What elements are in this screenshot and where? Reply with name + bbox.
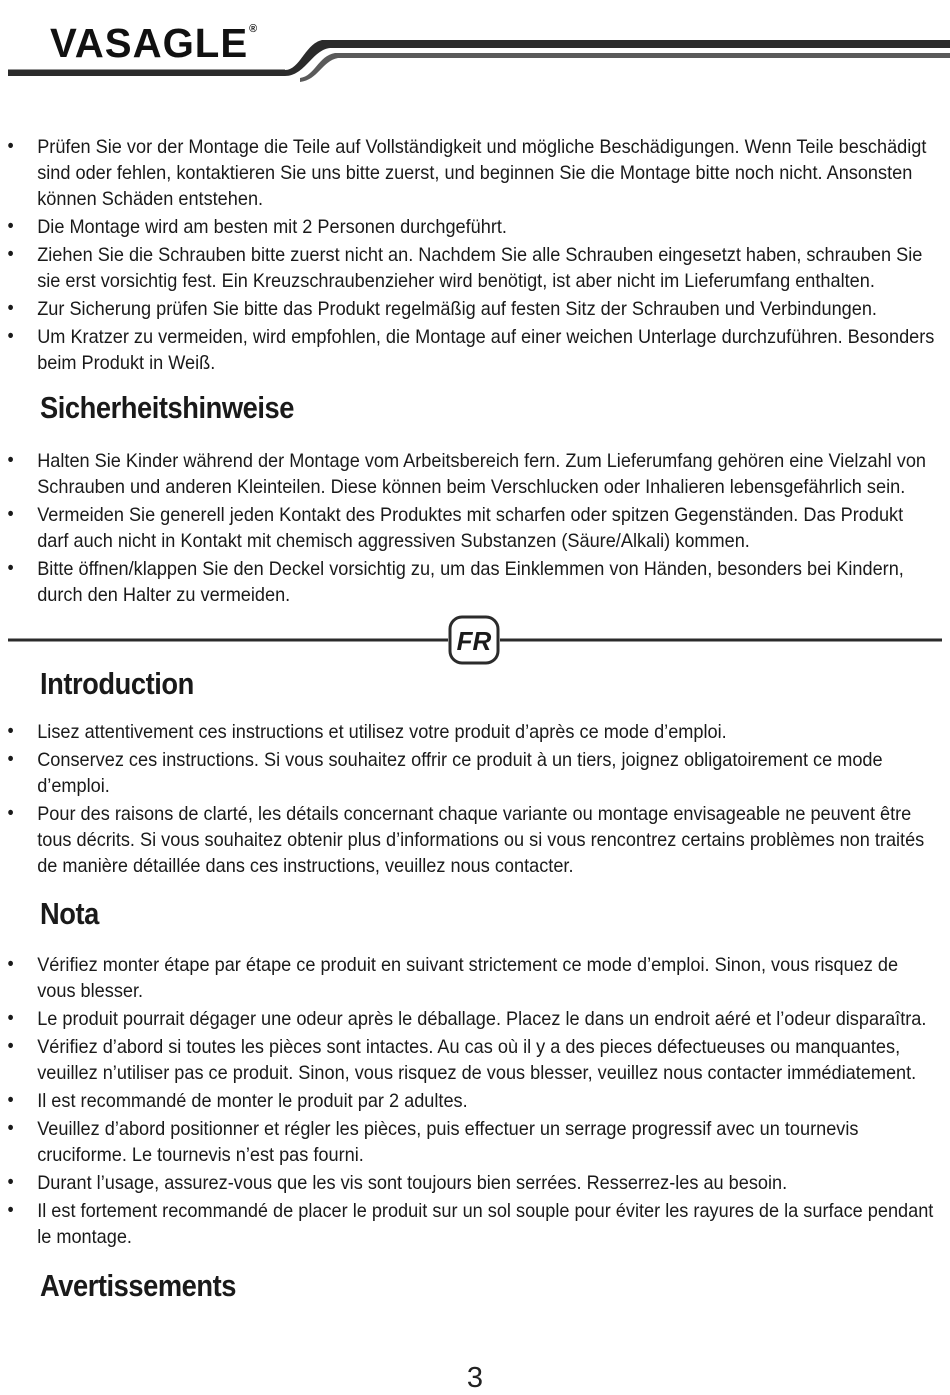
list-item: • Halten Sie Kinder während der Montage vom Arbeitsbereich fern. Zum Lieferumfang gehören eine Vielzahl von Schrauben und anderen Kleinteilen. Diese können beim Verschlucken oder Inhalieren lebensgefährlich sein. [7, 450, 927, 498]
language-badge: FR [456, 626, 492, 656]
list-item: • Vérifiez monter étape par étape ce produit en suivant strictement ce mode d’emploi. Sinon, vous risquez de vous blesser. [7, 954, 899, 1002]
list-item: • Zur Sicherung prüfen Sie bitte das Produkt regelmäßig auf festen Sitz der Schrauben und Verbindungen. [7, 298, 877, 320]
safety-heading: Sicherheitshinweise [40, 390, 294, 425]
list-item: • Bitte öffnen/klappen Sie den Deckel vorsichtig zu, um das Einklemmen von Händen, besonders bei Kindern, durch den Halter zu vermeiden. [7, 558, 904, 606]
list-item: • Prüfen Sie vor der Montage die Teile auf Vollständigkeit und mögliche Beschädigungen. Wenn Teile beschädigt sind oder fehlen, kontaktieren Sie uns bitte zuerst, und beginnen Sie die Montage bitte noch nicht. Ansonsten können Schäden entstehen. [7, 136, 927, 210]
list-item: • Il est fortement recommandé de placer le produit sur un sol souple pour éviter les rayures de la surface pendant le montage. [7, 1200, 934, 1248]
list-item: • Vermeiden Sie generell jeden Kontakt des Produktes mit scharfen oder spitzen Gegenständen. Das Produkt darf auch nicht in Kontakt mit chemisch aggressiven Substanzen (Säure/Alkali) kommen. [7, 504, 904, 552]
nota-list [0, 952, 950, 1252]
nota-heading: Nota [40, 896, 99, 931]
avertissements-heading: Avertissements [40, 1268, 237, 1303]
list-item: • Veuillez d’abord positionner et régler les pièces, puis effectuer un serrage progressif avec un tournevis cruciforme. Le tournevis n’est pas fourni. [7, 1118, 859, 1166]
list-item: • Pour des raisons de clarté, les détails concernant chaque variante ou montage envisageable ne peuvent être tous décrits. Si vous souhaitez obtenir plus d’informations ou si vous rencontrez certains problèmes non traités de manière détaillée dans ces instructions, veuillez nous contacter. [7, 803, 925, 877]
list-item: • Lisez attentivement ces instructions et utilisez votre produit d’après ce mode d’emploi. [7, 721, 727, 743]
list-item: • Durant l’usage, assurez-vous que les vis sont toujours bien serrées. Resserrez-les au besoin. [7, 1172, 788, 1194]
list-item: • Conservez ces instructions. Si vous souhaitez offrir ce produit à un tiers, joignez obligatoirement ce mode d’emploi. [7, 749, 883, 797]
german-assembly-list [0, 134, 950, 378]
language-divider [0, 612, 950, 672]
list-item: • Die Montage wird am besten mit 2 Personen durchgeführt. [7, 216, 507, 238]
introduction-list [0, 719, 950, 881]
list-item: • Vérifiez d’abord si toutes les pièces sont intactes. Au cas où il y a des pieces défectueuses ou manquantes, veuillez n’utiliser pas ce produit. Sinon, vous risquez de vous blesser, veuillez nous contacter immédiatement. [7, 1036, 917, 1084]
brand-logo: VASAGLE® [50, 20, 259, 66]
list-item: • Ziehen Sie die Schrauben bitte zuerst nicht an. Nachdem Sie alle Schrauben eingesetzt haben, schrauben Sie sie erst vorsichtig fest. Ein Kreuzschraubenzieher wird benötigt, ist aber nicht im Lieferumfang enthalten. [7, 244, 923, 292]
page-number: 3 [466, 1362, 484, 1394]
list-item: • Il est recommandé de monter le produit par 2 adultes. [7, 1090, 468, 1112]
page-header [0, 0, 950, 90]
introduction-heading: Introduction [40, 666, 194, 701]
list-item: • Um Kratzer zu vermeiden, wird empfohlen, die Montage auf einer weichen Unterlage durchzuführen. Besonders beim Produkt in Weiß. [7, 326, 935, 374]
safety-list [0, 448, 950, 610]
list-item: • Le produit pourrait dégager une odeur après le déballage. Placez le dans un endroit aéré et l’odeur disparaîtra. [7, 1008, 927, 1030]
